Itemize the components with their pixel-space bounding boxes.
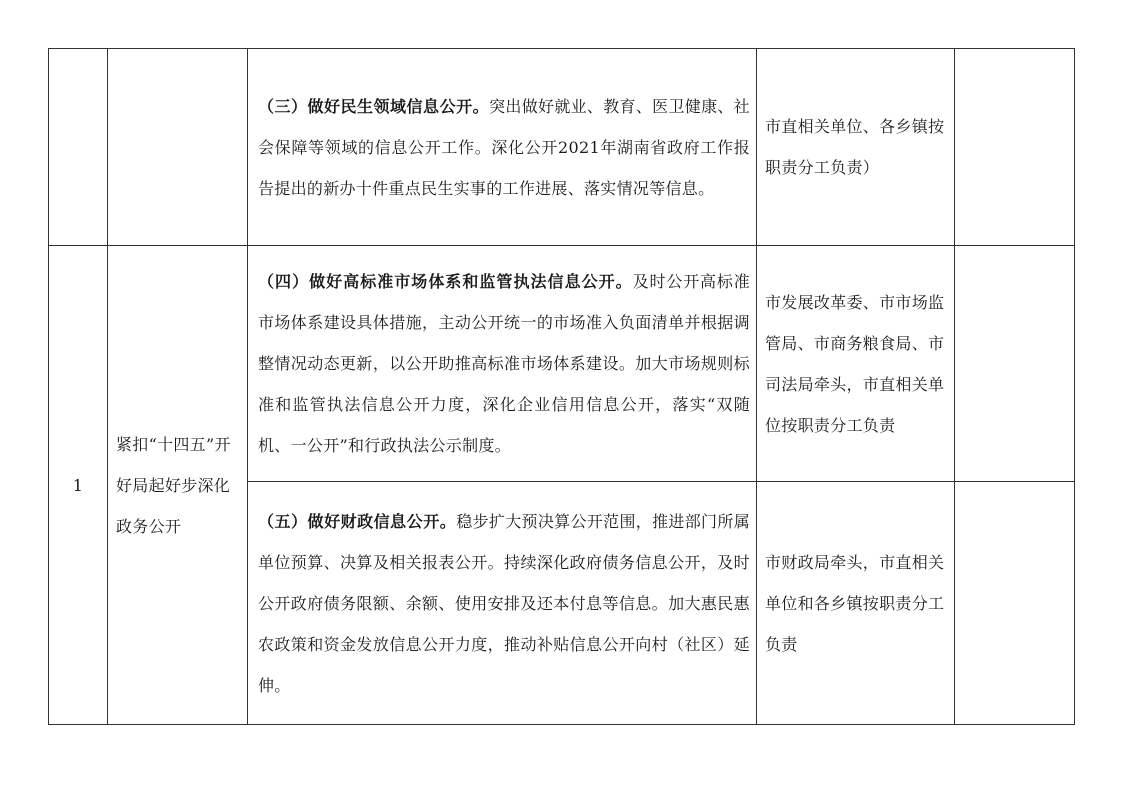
number-cell-empty <box>49 49 108 246</box>
task-table <box>48 48 1075 725</box>
table-row <box>49 49 1075 246</box>
responsible-unit-cell: 市财政局牵头，市直相关单位和各乡镇按职责分工负责 <box>757 482 955 725</box>
item-body: 突出做好就业、教育、医卫健康、社会保障等领域的信息公开工作。深化公开2021年湖南省政府工作报告提出的新办十件重点民生实事的工作进展、落实情况等信息。 <box>258 96 750 198</box>
item-number: 1 <box>49 246 108 725</box>
content-cell <box>248 49 757 246</box>
remarks-cell <box>955 246 1075 482</box>
content-cell <box>248 482 757 725</box>
responsible-unit-cell: 市直相关单位、各乡镇按职责分工负责） <box>757 49 955 246</box>
responsible-unit-cell: 市发展改革委、市市场监管局、市商务粮食局、市司法局牵头，市直相关单位按职责分工负责 <box>757 246 955 482</box>
item-heading: （三）做好民生领域信息公开。 <box>258 96 490 116</box>
remarks-cell <box>955 49 1075 246</box>
item-body: 稳步扩大预决算公开范围，推进部门所属单位预算、决算及相关报表公开。持续深化政府债务信息公开，及时公开政府债务限额、余额、使用安排及还本付息等信息。加大惠民惠农政策和资金发放信息公开力度，推动补贴信息公开向村（社区）延伸。 <box>258 511 750 695</box>
item-heading: （五）做好财政信息公开。 <box>258 511 457 531</box>
title-cell-empty <box>108 49 248 246</box>
item-body: 及时公开高标准市场体系建设具体措施，主动公开统一的市场准入负面清单并根据调整情况动态更新，以公开助推高标准市场体系建设。加大市场规则标准和监管执法信息公开力度，深化企业信用信息公开，落实“双随机、一公开”和行政执法公示制度。 <box>258 272 750 455</box>
item-heading: （四）做好高标准市场体系和监管执法信息公开。 <box>258 272 633 291</box>
content-cell <box>248 246 757 482</box>
task-category-title: 紧扣“十四五”开好局起好步深化政务公开 <box>108 246 248 725</box>
table-row <box>49 246 1075 482</box>
remarks-cell <box>955 482 1075 725</box>
